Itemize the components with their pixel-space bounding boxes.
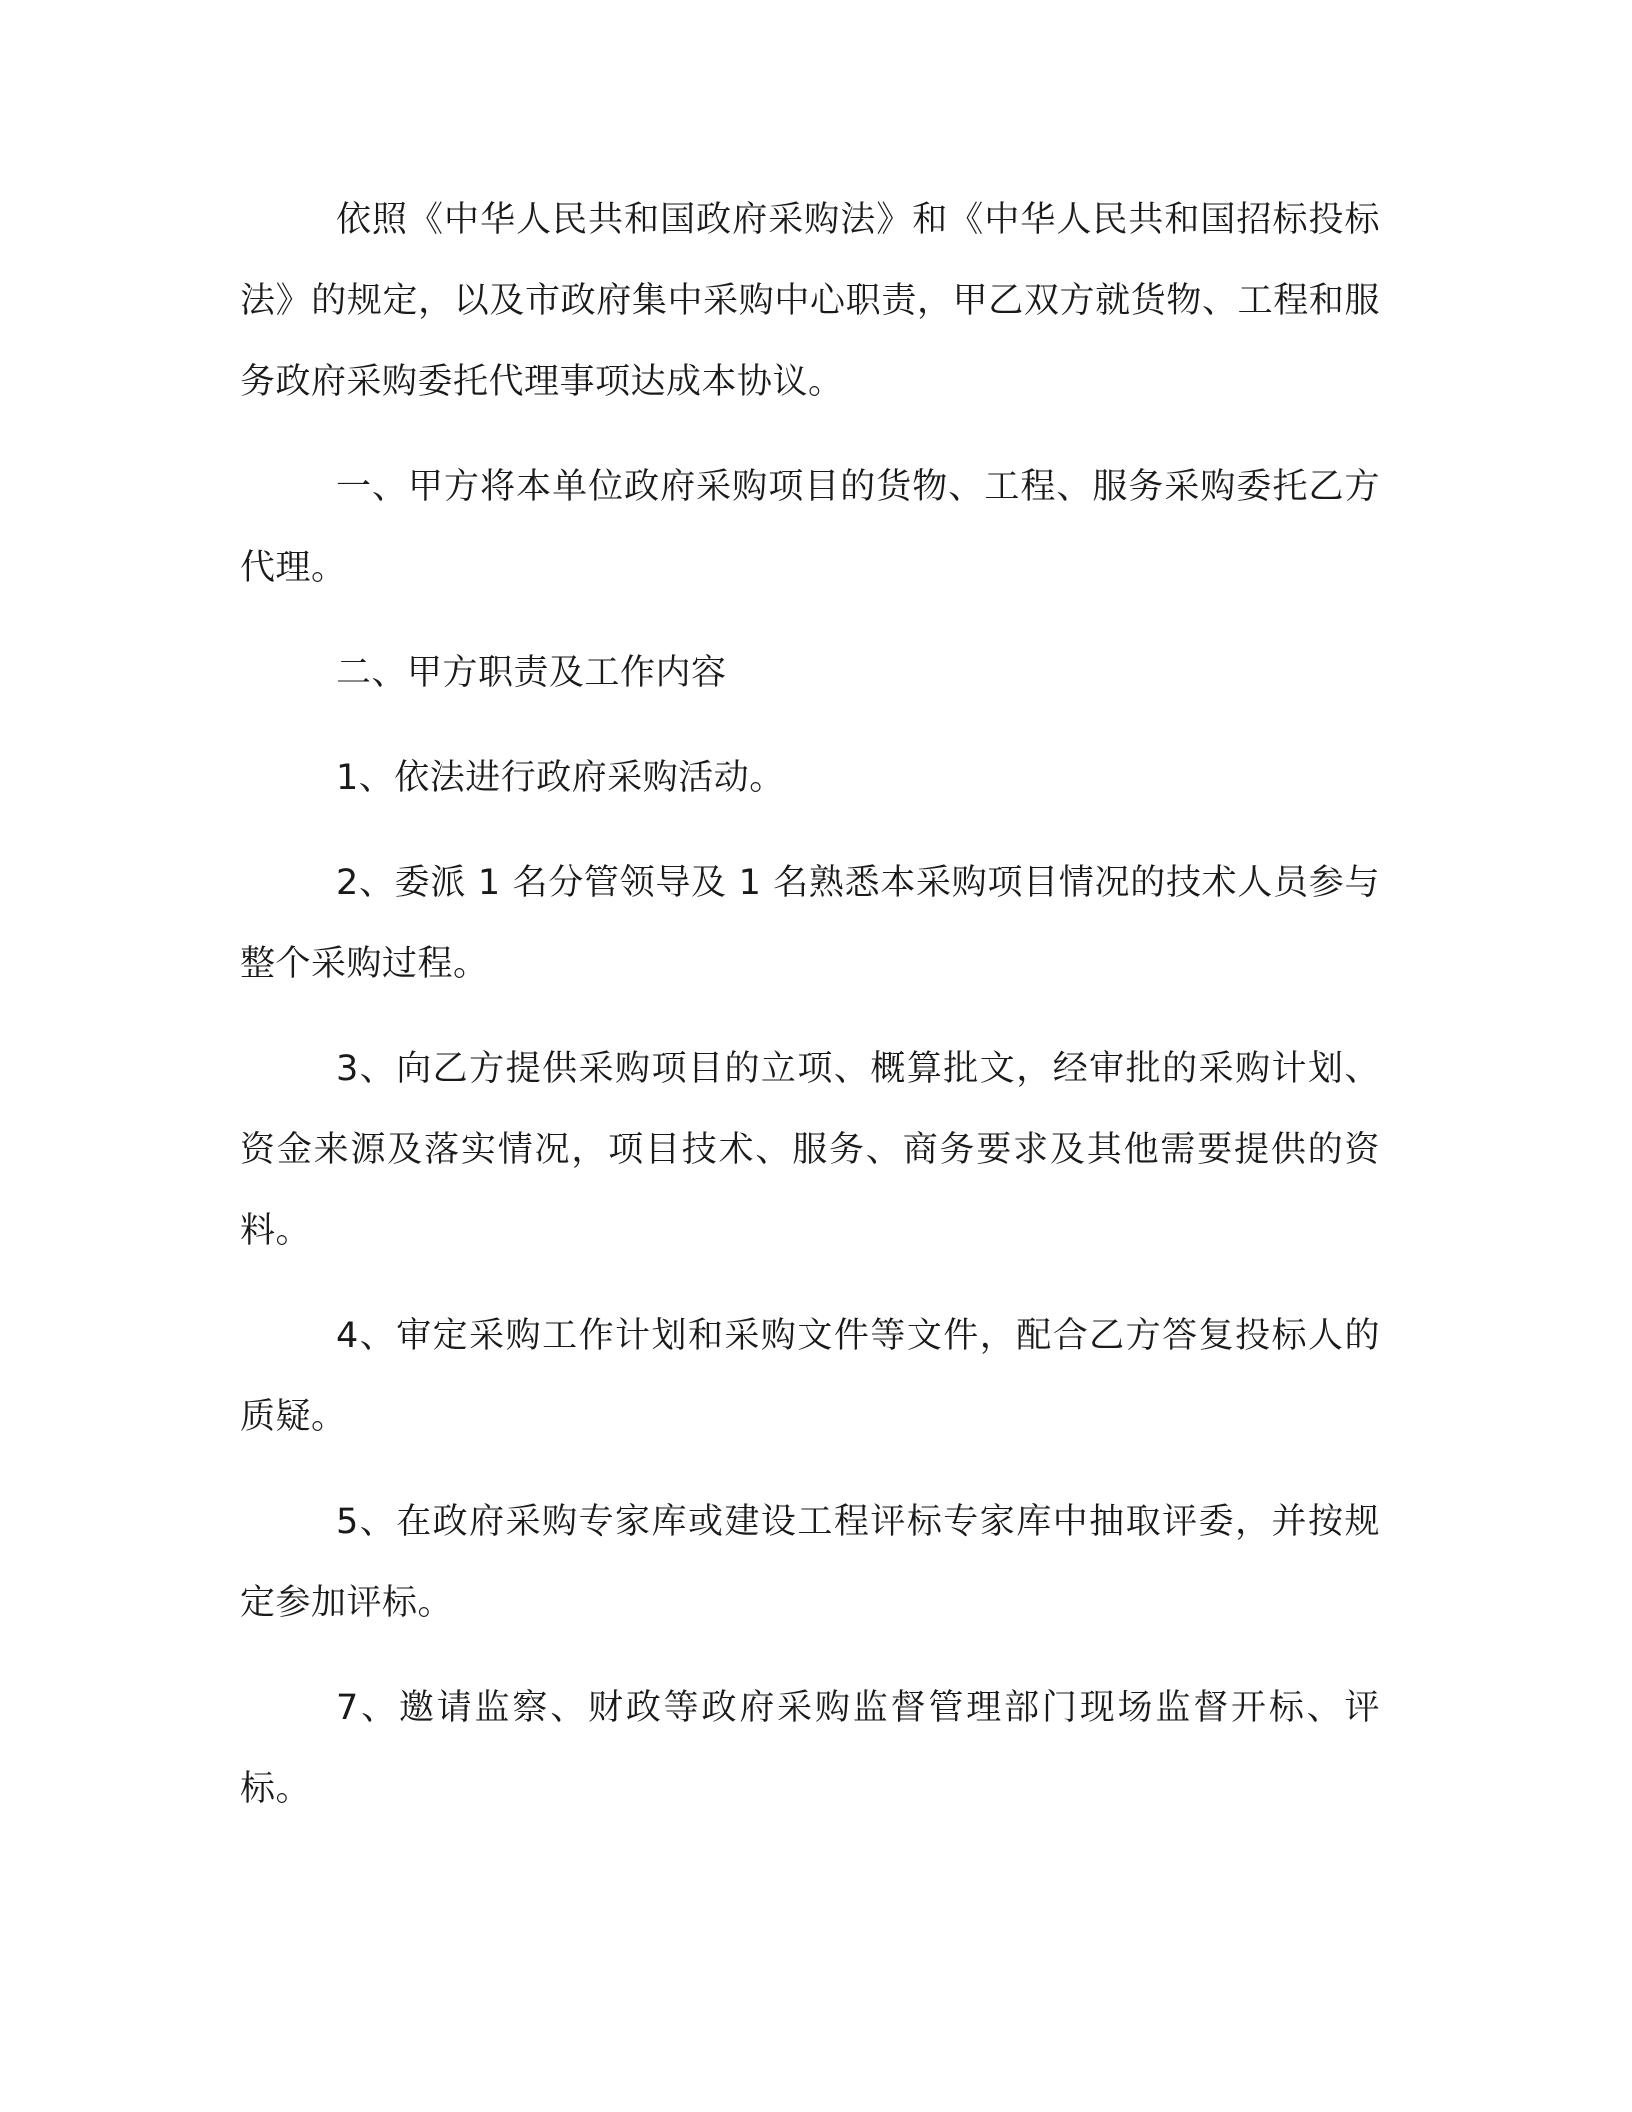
paragraph-item-5: 5、在政府采购专家库或建设工程评标专家库中抽取评委，并按规定参加评标。 — [240, 1502, 1380, 1623]
paragraph-item-7: 7、邀请监察、财政等政府采购监督管理部门现场监督开标、评标。 — [240, 1688, 1380, 1809]
paragraph-item-1: 1、依法进行政府采购活动。 — [336, 758, 785, 798]
paragraph-item-2: 2、委派 1 名分管领导及 1 名熟悉本采购项目情况的技术人员参与整个采购过程。 — [240, 863, 1380, 984]
paragraph-preamble: 依照《中华人民共和国政府采购法》和《中华人民共和国招标投标法》的规定，以及市政府集中采购中心职责，甲乙双方就货物、工程和服务政府采购委托代理事项达成本协议。 — [240, 200, 1380, 402]
paragraph-item-3: 3、向乙方提供采购项目的立项、概算批文，经审批的采购计划、资金来源及落实情况，项目技术、服务、商务要求及其他需要提供的资料。 — [240, 1049, 1380, 1251]
paragraph-section-two-heading: 二、甲方职责及工作内容 — [336, 653, 727, 693]
paragraph-item-4: 4、审定采购工作计划和采购文件等文件，配合乙方答复投标人的质疑。 — [240, 1316, 1380, 1437]
paragraph-section-one: 一、甲方将本单位政府采购项目的货物、工程、服务采购委托乙方代理。 — [240, 467, 1380, 588]
document-body — [240, 180, 1380, 1854]
